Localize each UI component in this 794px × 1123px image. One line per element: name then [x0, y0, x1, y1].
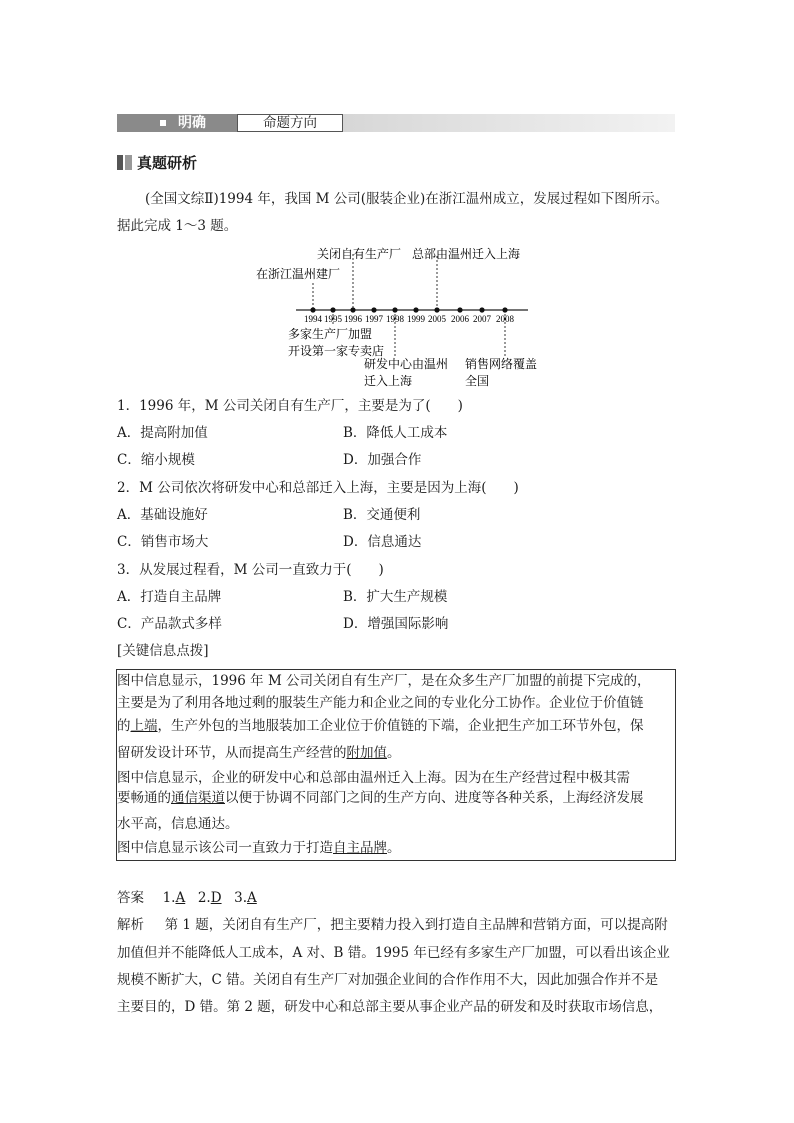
event-label: 关闭自有生产厂: [317, 247, 402, 261]
timeline-dot: [479, 307, 484, 312]
header-tag: 明确: [178, 115, 206, 131]
event-label: 全国: [465, 374, 490, 388]
year-tick-label: 2006: [451, 314, 469, 324]
timeline-dot: [392, 307, 397, 312]
event-label: 销售网络覆盖: [465, 357, 538, 371]
timeline-dot: [310, 307, 315, 312]
key-info-p2-line3: 水平高，信息通达。: [117, 816, 239, 832]
year-tick-label: 1999: [407, 314, 425, 324]
year-tick-label: 1994: [304, 314, 322, 324]
section-marker-icon: [125, 155, 132, 170]
answer-num: 3.: [234, 890, 248, 906]
key-info-p2-line1: 图中信息显示，企业的研发中心和总部由温州迁入上海。因为在生产经营过程中极其需: [117, 770, 630, 786]
timeline-dot: [330, 307, 335, 312]
key-info-p1-line4: [117, 740, 401, 767]
timeline-dot: [350, 307, 355, 312]
text: 以便于协调不同部门之间的生产方向、进度等各种关系，上海经济发展: [225, 790, 644, 806]
intro-line-2: 据此完成 1～3 题。: [117, 218, 238, 234]
header-tag-background: [117, 114, 237, 132]
answer-value: A: [175, 890, 186, 906]
section-title: 真题研析: [137, 154, 198, 172]
text: 。: [387, 745, 401, 761]
year-tick-label: 1995: [324, 314, 342, 324]
year-tick-label: 1997: [365, 314, 383, 324]
answer-value: D: [210, 890, 222, 906]
text: 要畅通的: [117, 790, 171, 806]
timeline-dot: [434, 307, 439, 312]
key-info-p1-line1: 图中信息显示，1996 年 M 公司关闭自有生产厂，是在众多生产厂加盟的前提下完成的，: [117, 673, 651, 689]
analysis-line-4: 主要目的，D 错。第 2 题，研发中心和总部主要从事企业产品的研发和及时获取市场信息，: [117, 999, 663, 1015]
underlined-keyword: 自主品牌: [333, 840, 387, 856]
header-title: 命题方向: [237, 114, 343, 132]
key-info-p1-line3: [117, 713, 644, 740]
event-label: 多家生产厂加盟: [288, 327, 373, 341]
option: B．交通便利: [343, 507, 421, 523]
text: ，生产外包的当地服装加工企业位于价值链的下端，企业把生产加工环节外包，保: [157, 718, 644, 734]
event-label: 总部由温州迁入上海: [412, 247, 521, 261]
event-label: 研发中心由温州: [364, 357, 449, 371]
analysis-label: 解析: [117, 917, 144, 933]
option: A．基础设施好: [117, 507, 208, 523]
year-tick-label: 2005: [428, 314, 446, 324]
event-label: 在浙江温州建厂: [256, 267, 341, 281]
option: C．产品款式多样: [117, 616, 222, 632]
year-tick-label: 1998: [386, 314, 404, 324]
timeline-dot: [502, 307, 507, 312]
option: A．提高附加值: [117, 425, 208, 441]
analysis-line-1: [117, 912, 668, 939]
key-info-label: [关键信息点拨]: [117, 643, 209, 659]
question-3-stem: 3．从发展过程看，M 公司一直致力于( ): [117, 562, 384, 578]
intro-line-1: (全国文综Ⅱ)1994 年，我国 M 公司(服装企业)在浙江温州成立，发展过程如下图所示。: [145, 191, 669, 207]
year-tick-label: 2008: [496, 314, 514, 324]
text: 的: [117, 718, 131, 734]
analysis-line-3: 规模不断扩大，C 错。关闭自有生产厂对加强企业间的合作作用不大，因此加强合作并不是: [117, 972, 659, 988]
timeline-dot: [457, 307, 462, 312]
key-info-p1-line2: 主要是为了利用各地过剩的服装生产能力和企业之间的专业化分工协作。企业位于价值链: [117, 695, 644, 711]
answer-line: [117, 885, 257, 912]
analysis-line-2: 加值但并不能降低人工成本，A 对、B 错。1995 年已经有多家生产厂加盟，可以看出该企业: [117, 945, 670, 961]
underlined-keyword: 通信渠道: [171, 790, 225, 806]
key-info-p3: [117, 838, 401, 858]
section-marker-icon: [117, 155, 123, 170]
analysis-text: 第 1 题，关闭自有生产厂，把主要精力投入到打造自主品牌和营销方面，可以提高附: [164, 917, 668, 933]
option: B．扩大生产规模: [343, 589, 448, 605]
answer-value: A: [247, 890, 257, 906]
text: 图中信息显示该公司一直致力于打造: [117, 840, 333, 856]
text: 。: [387, 840, 401, 856]
timeline-dot: [371, 307, 376, 312]
question-1-stem: 1．1996 年，M 公司关闭自有生产厂，主要是为了( ): [117, 398, 463, 414]
underlined-keyword: 附加值: [346, 745, 387, 761]
option: D．加强合作: [343, 452, 422, 468]
event-label: 迁入上海: [364, 374, 413, 388]
event-label: 开设第一家专卖店: [288, 344, 385, 358]
underlined-keyword: 上端: [130, 718, 158, 734]
option: A．打造自主品牌: [117, 589, 222, 605]
bullet-square-icon: [160, 120, 166, 126]
option: D．增强国际影响: [343, 616, 449, 632]
option: D．信息通达: [343, 534, 422, 550]
answer-label: 答案: [117, 890, 144, 906]
option: C．销售市场大: [117, 534, 209, 550]
year-tick-label: 1996: [344, 314, 362, 324]
timeline-figure: [250, 238, 560, 390]
option: C．缩小规模: [117, 452, 195, 468]
answer-num: 1.: [162, 890, 176, 906]
year-tick-label: 2007: [473, 314, 491, 324]
text: 留研发设计环节，从而提高生产经营的: [117, 745, 347, 761]
answer-num: 2.: [197, 890, 211, 906]
timeline-dot: [413, 307, 418, 312]
question-2-stem: 2．M 公司依次将研发中心和总部迁入上海，主要是因为上海( ): [117, 480, 519, 496]
option: B．降低人工成本: [343, 425, 448, 441]
key-info-p2-line2: [117, 787, 644, 810]
